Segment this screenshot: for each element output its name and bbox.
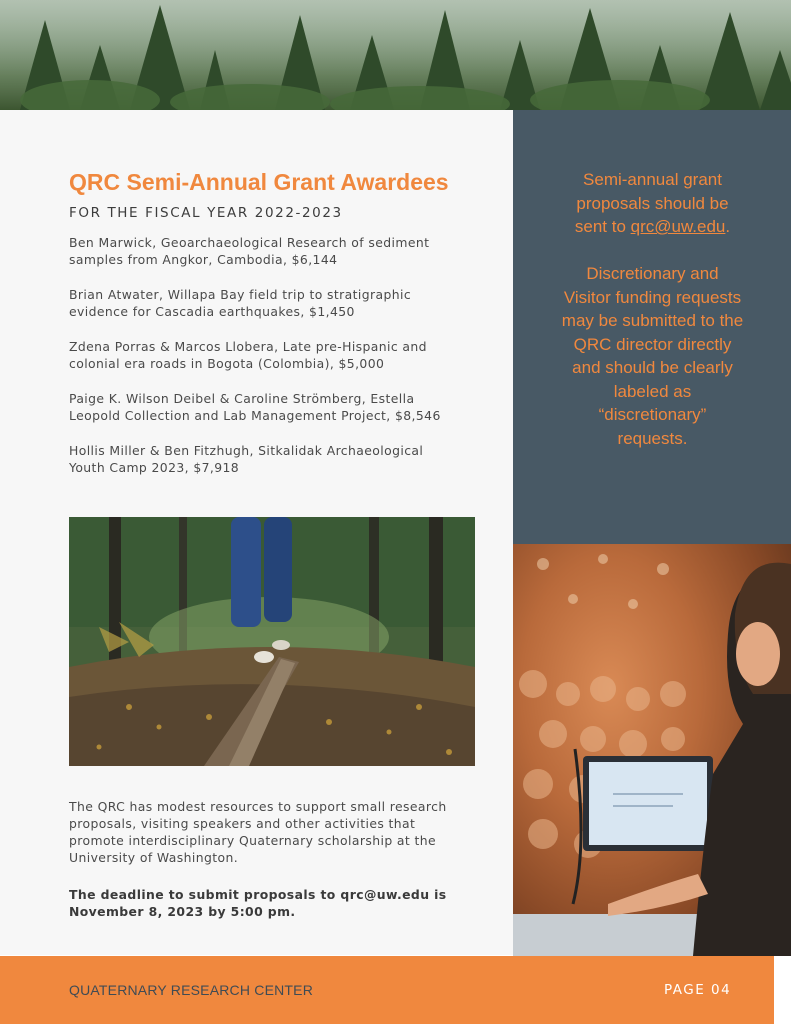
awardee-line: Ben Marwick, Geoarchaeological Research of sediment: [69, 235, 430, 250]
sidebar-line: “discretionary”: [598, 405, 707, 424]
hiker-on-log-image: [69, 517, 475, 766]
about-line: University of Washington.: [69, 850, 239, 865]
sidebar-line: and should be clearly: [572, 358, 733, 377]
sidebar-text-suffix: .: [725, 217, 731, 236]
sidebar-line: labeled as: [613, 381, 692, 401]
sidebar-line: Semi-annual grant: [583, 170, 722, 189]
sidebar-line: QRC director directly: [573, 334, 732, 354]
list-item: [69, 390, 469, 424]
deadline-notice: [69, 886, 479, 920]
awardee-line: evidence for Cascadia earthquakes, $1,450: [69, 304, 355, 319]
sidebar-line: may be submitted to the: [561, 311, 744, 330]
awardee-line: Hollis Miller & Ben Fitzhugh, Sitkalidak Archaeological: [69, 443, 424, 458]
awardee-line: Youth Camp 2023, $7,918: [69, 460, 240, 475]
presenter-at-podium-image: [513, 544, 791, 956]
page-subtitle: FOR THE FISCAL YEAR 2022-2023: [69, 205, 343, 221]
sidebar-discretionary-note: [530, 262, 775, 450]
list-item: [69, 338, 469, 372]
deadline-line: November 8, 2023 by 5:00 pm.: [69, 904, 296, 919]
sidebar-line-with-email: [530, 215, 775, 239]
sidebar-text: [530, 168, 775, 450]
awardee-line: Brian Atwater, Willapa Bay field trip to stratigraphic: [69, 287, 412, 302]
about-line: The QRC has modest resources to support small research: [69, 799, 447, 814]
list-item: [69, 286, 469, 320]
page-number: PAGE 04: [664, 982, 732, 998]
sidebar-line: proposals should be: [576, 193, 729, 213]
deadline-line: The deadline to submit proposals to qrc@uw.edu is: [69, 887, 447, 902]
list-item: [69, 234, 469, 268]
about-line: proposals, visiting speakers and other activities that: [69, 816, 416, 831]
list-item: [69, 442, 469, 476]
footer-edge: [774, 956, 791, 1024]
email-link[interactable]: qrc@uw.edu: [630, 217, 726, 236]
awardee-line: Leopold Collection and Lab Management Project, $8,546: [69, 408, 441, 423]
sidebar-text-prefix: sent to: [574, 217, 631, 236]
awardee-line: colonial era roads in Bogota (Colombia), $5,000: [69, 356, 385, 371]
awardee-list: [69, 234, 469, 494]
about-line: promote interdisciplinary Quaternary scholarship at the: [69, 833, 437, 848]
page-title: QRC Semi-Annual Grant Awardees: [69, 169, 449, 195]
sidebar-line: Discretionary and: [586, 264, 719, 283]
sidebar-line: requests.: [617, 428, 688, 448]
about-paragraph: [69, 798, 479, 866]
awardee-line: samples from Angkor, Cambodia, $6,144: [69, 252, 338, 267]
sidebar-line: Visitor funding requests: [563, 287, 742, 307]
organization-name: QUATERNARY RESEARCH CENTER: [69, 982, 314, 998]
awardee-line: Paige K. Wilson Deibel & Caroline Strömberg, Estella: [69, 391, 415, 406]
awardee-line: Zdena Porras & Marcos Llobera, Late pre-Hispanic and: [69, 339, 427, 354]
forest-banner-image: [0, 0, 791, 110]
